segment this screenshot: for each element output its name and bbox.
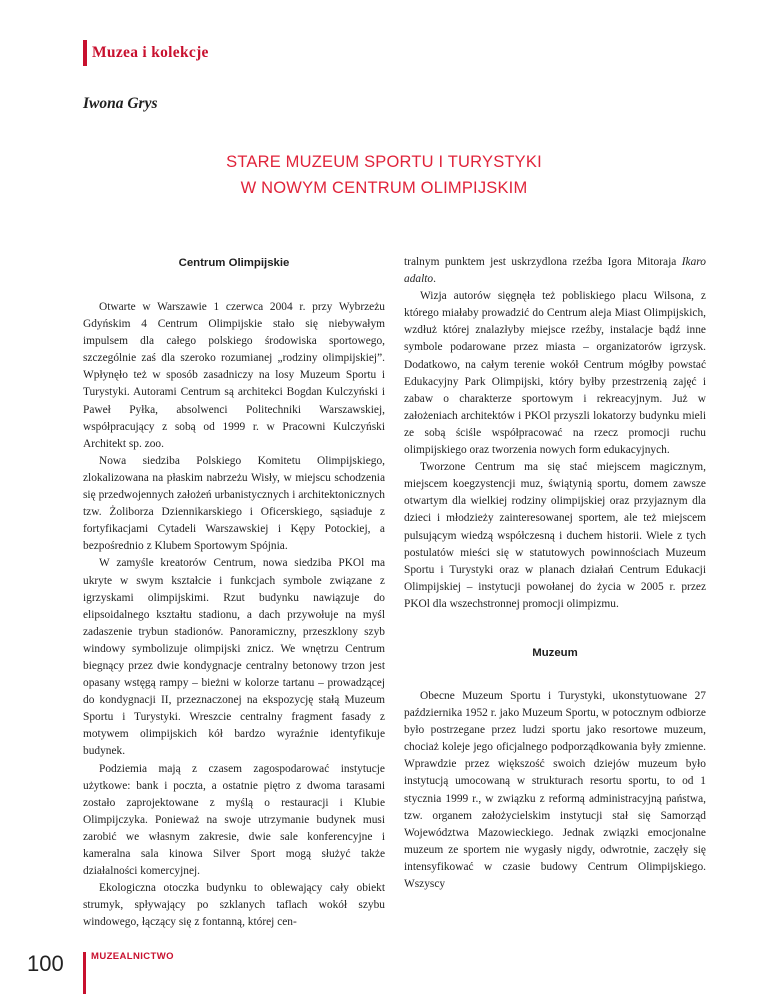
sculpture-title: Ikaro adalto (404, 256, 706, 286)
section-label: Muzea i kolekcje (92, 44, 209, 61)
continuation-text: tralnym punktem jest uskrzydlona rzeźba Igora Mitoraja (404, 256, 682, 268)
page-number: 100 (27, 951, 64, 976)
paragraph: Podziemia mają z czasem zagospodarować instytucje użytkowe: bank i poczta, a ostatnie piętro z dwoma tarasami zostało zaprojektowane z myślą o restauracji i Klubie Olimpijczyka. Ponieważ na swoje utrzymanie budynek musi zarobić we własnym zakresie, dwie sale konferencyjne i kameralna sala kinowa Silver Sport mogą służyć także działalności komercyjnej. (83, 762, 385, 878)
paragraph: Tworzone Centrum ma się stać miejscem magicznym, miejscem koegzystencji muz, świątynią sportu, domem zawsze otwartym dla wielkiej rodziny olimpijskiej oraz przyjaznym dla dzieci i młodzieży zainteresowanej sportem, ale też miejscem pulsującym wiedzą współczesną i duchem historii. Wiele z tych postulatów mieści się w statutowych powinnościach Muzeum Sportu i Turystyki oraz w planach działań Centrum Edukacji Olimpijskiej – instytucji powołanej do życia w 2005 r. przez PKOl dla wszechstronnej promocji olimpizmu. (404, 461, 706, 610)
paragraph: Ekologiczna otoczka budynku to oblewający cały obiekt strumyk, spływający po szklanych taflach wokół szybu windowego, łączący się z fontanną, której cen- (83, 882, 385, 929)
paragraph: Obecne Muzeum Sportu i Turystyki, ukonstytuowane 27 października 1952 r. jako Muzeum Sportu, w potocznym odbiorze było postrzegane przez ludzi sportu jako resortowe muzeum, chociaż koleje jego oficjalnego podporządkowania były zmienne. Wprawdzie przez większość swoich dziejów muzeum było instytucją umocowaną w strukturach resortu sportu, to od 1 stycznia 1999 r., w związku z reformą administracyjną państwa, tzw. organem założycielskim instytucji stał się Samorząd Województwa Mazowieckiego. Jednak związki emocjonalne muzeum ze sportem nie wygasły nigdy, odwrotnie, zaczęły się intensyfikować w czasie budowy Centrum Olimpijskiego. Wszyscy (404, 689, 706, 890)
paragraph: Otwarte w Warszawie 1 czerwca 2004 r. przy Wybrzeżu Gdyńskim 4 Centrum Olimpijskie stało się niebywałym impulsem dla całego polskiego środowiska sportowego, szczególnie zaś dla szeroko rozumianej „rodziny olimpijskiej”. Wpłynęło też w sposób zasadniczy na losy Muzeum Sportu i Turystyki. Autorami Centrum są architekci Bogdan Kulczyński i Paweł Pyłka, absolwenci Politechniki Warszawskiej, współpracujący z sobą od 1999 r. w Pracowni Kulczyński Architekt sp. zoo. (83, 301, 385, 450)
paragraph: W zamyśle kreatorów Centrum, nowa siedziba PKOl ma ukryte w swym kształcie i funkcjach symbole związane z igrzyskami olimpijskimi. Rzut budynku nawiązuje do elipsoidalnego kształtu stadionu, a dach przywołuje na myśl zadaszenie trybun stadionów. Panoramiczny, przeszklony szyb windowy symbolizuje olimpijski znicz. We wnętrzu Centrum biegnący przez dwie kondygnacje centralny betonowy trzon jest opasany wstęgą rampy – bieżni w kolorze tartanu – prowadzącej do kondygnacji II, przeznaczonej na ekspozycję stałą Muzeum Sportu i Turystyki. Wreszcie centralny fragment fasady z motywem olimpijskich kół bardzo wyraźnie identyfikuje budynek. (83, 557, 385, 758)
section-heading-centrum: Centrum Olimpijskie (178, 257, 290, 269)
paragraph-continuation (404, 254, 706, 288)
journal-name: MUZEALNICTWO (91, 951, 174, 962)
article-title-line-1: STARE MUZEUM SPORTU I TURYSTYKI (226, 153, 542, 171)
footer-accent-bar (83, 952, 86, 994)
left-column (83, 254, 385, 931)
author-name: Iwona Grys (83, 95, 158, 112)
paragraph: Wizja autorów sięgnęła też pobliskiego placu Wilsona, z którego miałaby prowadzić do Centrum aleja Miast Olimpijskich, wzdłuż której znalazłyby miejsce rzeźby, instalacje bądź inne symbole podarowane przez miasta – organizatorów igrzysk. Dodatkowo, na całym terenie wokół Centrum mógłby powstać Edukacyjny Park Olimpijski, który byłby przestrzenią zajęć i zabaw o charakterze sportowym i rekreacyjnym. Już w założeniach architektów i PKOl przyszli lokatorzy budynku mieli ze sobą ściśle współpracować na rzecz promocji ruchu olimpijskiego oraz tworzenia nowych form edukacyjnych. (404, 290, 706, 457)
section-accent-bar (83, 40, 87, 66)
continuation-end: . (433, 273, 436, 286)
paragraph: Nowa siedziba Polskiego Komitetu Olimpijskiego, zlokalizowana na płaskim nabrzeżu Wisły, w miejscu schodzenia się przedwojennych założeń urbanistycznych i architektonicznych tzw. Żoliborza Dziennikarskiego i Oficerskiego, sąsiaduje z fortyfikacjami Cytadeli Warszawskiej i Kępy Potockiej, a bezpośrednio z Klubem Sportowym Spójnia. (83, 454, 385, 553)
right-column (404, 254, 706, 893)
section-heading-muzeum: Muzeum (532, 646, 578, 659)
article-title-line-2: W NOWYM CENTRUM OLIMPIJSKIM (240, 179, 528, 197)
